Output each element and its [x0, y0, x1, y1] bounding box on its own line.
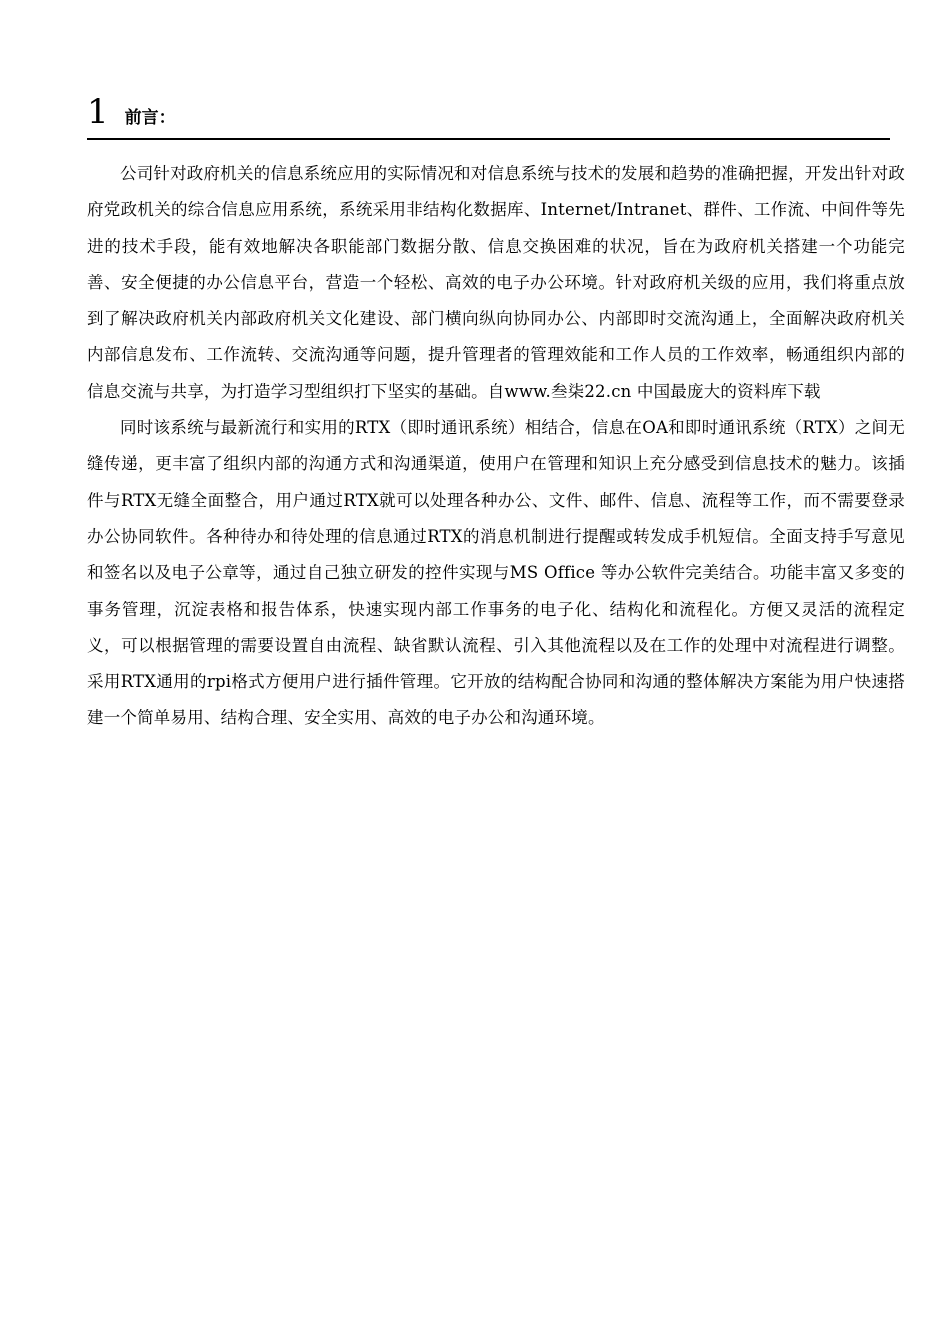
section-body: [87, 156, 905, 737]
section-number: 1: [87, 92, 109, 132]
paragraph-intro: 公司针对政府机关的信息系统应用的实际情况和对信息系统与技术的发展和趋势的准确把握，开发出针对政府党政机关的综合信息应用系统，系统采用非结构化数据库、Internet/Intranet、群件、工作流、中间件等先进的技术手段，能有效地解决各职能部门数据分散、信息交换困难的状况，旨在为政府机关搭建一个功能完善、安全便捷的办公信息平台，营造一个轻松、高效的电子办公环境。针对政府机关级的应用，我们将重点放到了解决政府机关内部政府机关文化建设、部门横向纵向协同办公、内部即时交流沟通上，全面解决政府机关内部信息发布、工作流转、交流沟通等问题，提升管理者的管理效能和工作人员的工作效率，畅通组织内部的信息交流与共享，为打造学习型组织打下坚实的基础。自www.叁柒22.cn 中国最庞大的资料库下载: [87, 164, 905, 401]
heading-divider: [87, 138, 890, 140]
paragraph-rtx-integration: 同时该系统与最新流行和实用的RTX（即时通讯系统）相结合，信息在OA和即时通讯系统（RTX）之间无缝传递，更丰富了组织内部的沟通方式和沟通渠道，使用户在管理和知识上充分感受到信息技术的魅力。该插件与RTX无缝全面整合，用户通过RTX就可以处理各种办公、文件、邮件、信息、流程等工作，而不需要登录办公协同软件。各种待办和待处理的信息通过RTX的消息机制进行提醒或转发成手机短信。全面支持手写意见和签名以及电子公章等，通过自己独立研发的控件实现与MS Office 等办公软件完美结合。功能丰富又多变的事务管理，沉淀表格和报告体系，快速实现内部工作事务的电子化、结构化和流程化。方便又灵活的流程定义，可以根据管理的需要设置自由流程、缺省默认流程、引入其他流程以及在工作的处理中对流程进行调整。采用RTX通用的rpi格式方便用户进行插件管理。它开放的结构配合协同和沟通的整体解决方案能为用户快速搭建一个简单易用、结构合理、安全实用、高效的电子办公和沟通环境。: [87, 418, 905, 728]
section-title: 前言：: [124, 108, 176, 128]
section-heading: [87, 92, 176, 136]
